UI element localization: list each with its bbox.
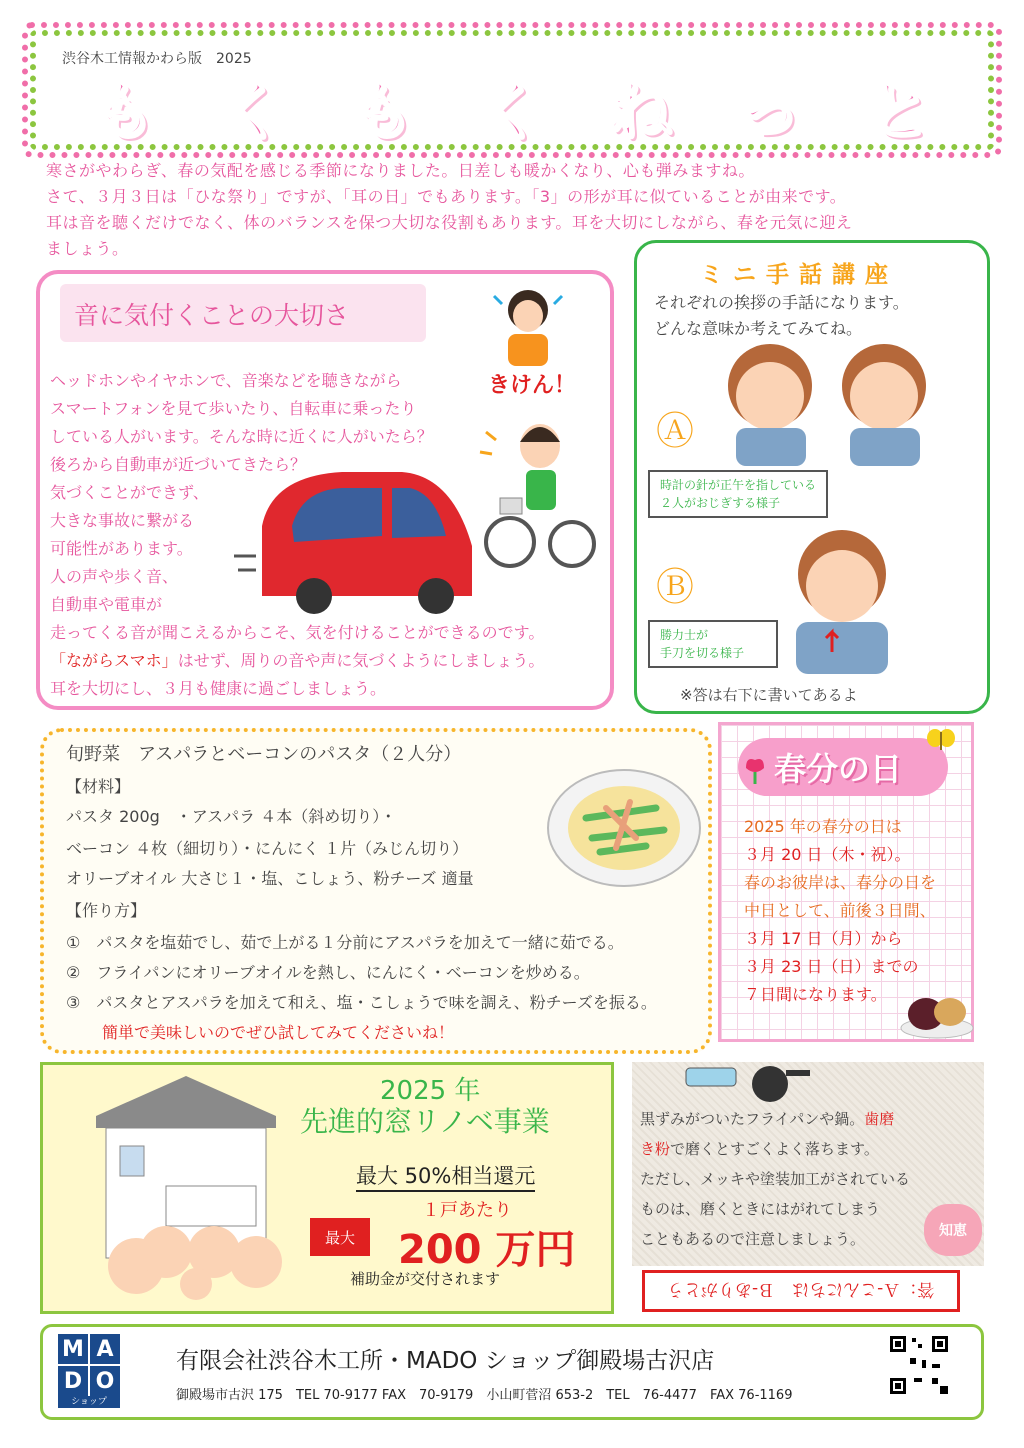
logo-subtext: ショップ: [58, 1396, 120, 1408]
issue-label: 渋谷木工情報かわら版 2025: [62, 51, 252, 67]
equinox-line: ３月 20 日（木・祝）。: [744, 845, 911, 864]
title-char: も: [90, 74, 154, 148]
tip-line: ただし、メッキや塗装加工がされている: [640, 1170, 911, 1188]
logo-letter: M: [58, 1334, 88, 1364]
wisdom-badge: 知恵: [924, 1204, 982, 1256]
warning-person-illustration: [486, 286, 570, 372]
title-char: く: [219, 74, 284, 148]
pasta-plate-illustration: [546, 768, 702, 888]
answer-text: 答：Ａ-こんにちは Ｂ-ありがとう: [667, 1278, 935, 1299]
sign-caption-line: 勝力士が: [660, 628, 709, 642]
hearing-line: 走ってくる音が聞こえるからこそ、気を付けることができるのです。: [50, 623, 545, 642]
hearing-line: 人の声や歩く音、: [50, 567, 179, 586]
cyclist-illustration: [476, 412, 596, 572]
qr-code-icon[interactable]: [888, 1334, 950, 1396]
recipe-step: ② フライパンにオリーブオイルを熱し、にんにく・ベーコンを炒める。: [66, 963, 590, 982]
mado-logo: [58, 1334, 122, 1406]
recipe-step: ① パスタを塩茹でし、茹で上がる１分前にアスパラを加えて一緒に茹でる。: [66, 933, 624, 952]
tip-line: ものは、磨くときにはがれてしまう: [640, 1200, 881, 1218]
hearing-line: している人がいます。そんな時に近くに人がいたら？: [50, 427, 433, 446]
logo-letter: D: [58, 1366, 88, 1396]
answer-banner: [642, 1270, 960, 1312]
equinox-title: 春分の日: [774, 750, 903, 788]
ingredient-line: ベーコン ４枚（細切り）・にんにく １片（みじん切り）: [66, 839, 469, 858]
subsidy-title: 先進的窓リノベ事業: [300, 1105, 550, 1138]
warning-label: きけん！: [488, 373, 577, 398]
house-family-illustration: [96, 1076, 292, 1306]
subsidy-per-household: １戸あたり: [422, 1200, 512, 1221]
sign-b-illustration: [776, 524, 906, 674]
tip-highlight: き粉: [640, 1140, 671, 1158]
steps-header: 【作り方】: [66, 901, 147, 920]
title-char: っ: [736, 74, 801, 148]
sign-caption-b: [648, 620, 778, 668]
equinox-line: 春のお彼岸は、春分の日を: [744, 873, 937, 892]
subsidy-note: 補助金が交付されます: [350, 1270, 501, 1288]
toothpaste-frypan-illustration: [682, 1048, 812, 1104]
intro-line: さて、３月３日は「ひな祭り」ですが、「耳の日」でもあります。「3」の形が耳に似ていることが由来です。: [46, 187, 847, 206]
equinox-line: 中日として、前後３日間、: [744, 901, 936, 920]
equinox-line: 2025 年の春分の日は: [744, 817, 902, 836]
company-name: 有限会社渋谷木工所・MADO ショップ御殿場古沢店: [176, 1348, 715, 1374]
hearing-line: スマートフォンを見て歩いたり、自転車に乗ったり: [50, 399, 417, 418]
tip-text: 黒ずみがついたフライパンや鍋。: [640, 1110, 865, 1128]
sign-label-b: Ⓑ: [656, 565, 695, 609]
subsidy-year: 2025 年: [380, 1076, 481, 1106]
sign-label-a: Ⓐ: [656, 409, 695, 453]
tulip-icon: [740, 754, 770, 784]
tip-line: [640, 1108, 894, 1129]
tip-line: [640, 1138, 879, 1159]
sign-caption-line: 時計の針が正午を指している: [660, 478, 817, 492]
intro-line: ましょう。: [46, 239, 129, 258]
hearing-line: 後ろから自動車が近づいてきたら？: [50, 455, 307, 474]
tip-line: こともあるので注意しましょう。: [640, 1230, 866, 1248]
hearing-line: 大きな事故に繋がる: [50, 511, 195, 530]
subsidy-max-badge: 最大: [310, 1218, 370, 1256]
title-char: も: [348, 74, 413, 148]
sign-language-title: ミニ手話講座: [700, 262, 898, 288]
sign-description: どんな意味か考えてみてね。: [654, 319, 863, 338]
recipe-step: ③ パスタとアスパラを加えて和え、塩・こしょうで味を調え、粉チーズを振る。: [66, 993, 657, 1012]
hearing-closing: 耳を大切にし、３月も健康に過ごしましょう。: [50, 679, 387, 698]
butterfly-icon: [926, 728, 956, 754]
subsidy-max-rate: 最大 50%相当還元: [356, 1160, 535, 1192]
tip-text: で磨くとすごくよく落ちます。: [670, 1140, 879, 1158]
ingredient-line: パスタ 200g ・アスパラ ４本（斜め切り）・: [66, 807, 397, 826]
hearing-line: ヘッドホンやイヤホンで、音楽などを聴きながら: [50, 371, 402, 390]
subsidy-amount: 200 万円: [398, 1227, 576, 1273]
company-address: 御殿場市古沢 175 TEL 70-9177 FAX 70-9179 小山町菅沼 653-2 TEL 76-4477 FAX 76-1169: [176, 1388, 793, 1403]
ingredient-line: オリーブオイル 大さじ１・塩、こしょう、粉チーズ 適量: [66, 869, 474, 888]
ingredients-header: 【材料】: [66, 777, 131, 796]
sign-a-illustration: [716, 336, 946, 466]
equinox-line: ３月 17 日（月）から: [744, 929, 903, 948]
equinox-line: ３月 23 日（日）までの: [744, 957, 919, 976]
hearing-red-line: [50, 648, 544, 671]
recipe-closing: 簡単で美味しいのでぜひ試してみてくださいね！: [102, 1023, 455, 1042]
hearing-line: 可能性があります。: [50, 539, 193, 558]
equinox-line: ７日間になります。: [744, 985, 887, 1004]
recipe-title: 旬野菜 アスパラとベーコンのパスタ（２人分）: [66, 744, 462, 765]
title-char: と: [865, 74, 930, 148]
sign-answer-note: ※答は右下に書いてあるよ: [680, 686, 858, 704]
logo-letter: O: [90, 1366, 120, 1396]
tip-highlight: 歯磨: [864, 1110, 895, 1128]
logo-letter: A: [90, 1334, 120, 1364]
newsletter-title: [90, 70, 930, 148]
hearing-title: 音に気付くことの大切さ: [74, 301, 350, 330]
sign-caption-line: ２人がおじぎする様子: [660, 496, 781, 510]
hearing-line-rest: はせず、周りの音や声に気づくようにしましょう。: [177, 651, 545, 670]
sign-description: それぞれの挨拶の手話になります。: [654, 293, 909, 312]
intro-line: 寒さがやわらぎ、春の気配を感じる季節になりました。日差しも暖かくなり、心も弾みますね。: [46, 161, 755, 180]
hearing-line: 気づくことができず、: [50, 483, 209, 502]
sign-caption-a: [648, 470, 828, 518]
title-char: く: [477, 74, 542, 148]
nagara-smartphone-text: 「ながらスマホ」: [50, 651, 178, 670]
ohagi-plate-illustration: [900, 990, 974, 1040]
hearing-line: 自動車や電車が: [50, 595, 163, 614]
sign-caption-line: 手刀を切る様子: [660, 646, 745, 660]
title-char: ね: [607, 74, 672, 148]
intro-line: 耳は音を聴くだけでなく、体のバランスを保つ大切な役割もあります。耳を大切にしながら、春を元気に迎え: [46, 213, 853, 232]
